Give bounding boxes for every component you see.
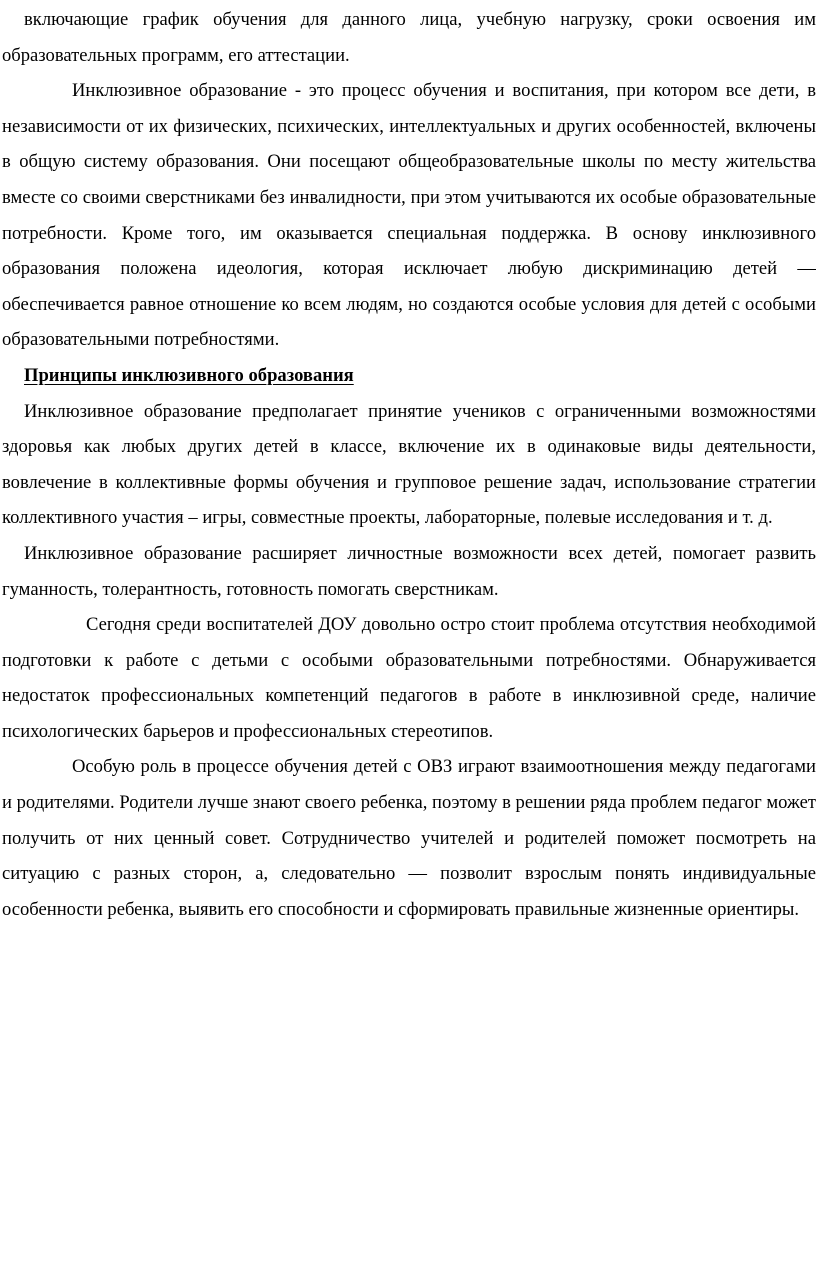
paragraph-personal-abilities: Инклюзивное образование расширяет личностные возможности всех детей, помогает развить гуманность, толерантность, готовность помогать сверстникам. bbox=[2, 542, 816, 600]
paragraph-parents-role: Особую роль в процессе обучения детей с ОВЗ играют взаимоотношения между педагогами и родителями. Родители лучше знают своего ребенка, поэтому в решении ряда проблем педагог может получить от них ценный совет. Сотрудничество учителей и родителей поможет посмотреть на ситуацию с разных сторон, а, следовательно — позволит взрослым понять индивидуальные особенности ребенка, выявить его способности и сформировать правильные жизненные ориентиры. bbox=[2, 756, 816, 920]
document-page bbox=[0, 2, 816, 927]
section-heading bbox=[2, 358, 816, 394]
paragraph-principles: Инклюзивное образование предполагает принятие учеников с ограниченными возможностями здоровья как любых других детей в классе, включение их в одинаковые виды деятельности, вовлечение в коллективные формы обучения и групповое решение задач, использование стратегии коллективного участия – игры, совместные проекты, лабораторные, полевые исследования и т. д. bbox=[2, 400, 816, 529]
paragraph-teacher-training: Сегодня среди воспитателей ДОУ довольно остро стоит проблема отсутствия необходимой подготовки к работе с детьми с особыми образовательными потребностями. Обнаруживается недостаток профессиональных компетенций педагогов в работе в инклюзивной среде, наличие психологических барьеров и профессиональных стереотипов. bbox=[2, 614, 816, 742]
paragraph-continuation: включающие график обучения для данного лица, учебную нагрузку, сроки освоения им образовательных программ, его аттестации. bbox=[2, 9, 816, 66]
paragraph-inclusive-definition: Инклюзивное образование - это процесс обучения и воспитания, при котором все дети, в независимости от их физических, психических, интеллектуальных и других особенностей, включены в общую систему образования. Они посещают общеобразовательные школы по месту жительства вместе со своими сверстниками без инвалидности, при этом учитываются их особые образовательные потребности. Кроме того, им оказывается специальная поддержка. В основу инклюзивного образования положена идеология, которая исключает любую дискриминацию детей — обеспечивается равное отношение ко всем людям, но создаются особые условия для детей с особыми образовательными потребностями. bbox=[2, 80, 816, 351]
section-heading-text: Принципы инклюзивного образования bbox=[24, 364, 354, 386]
